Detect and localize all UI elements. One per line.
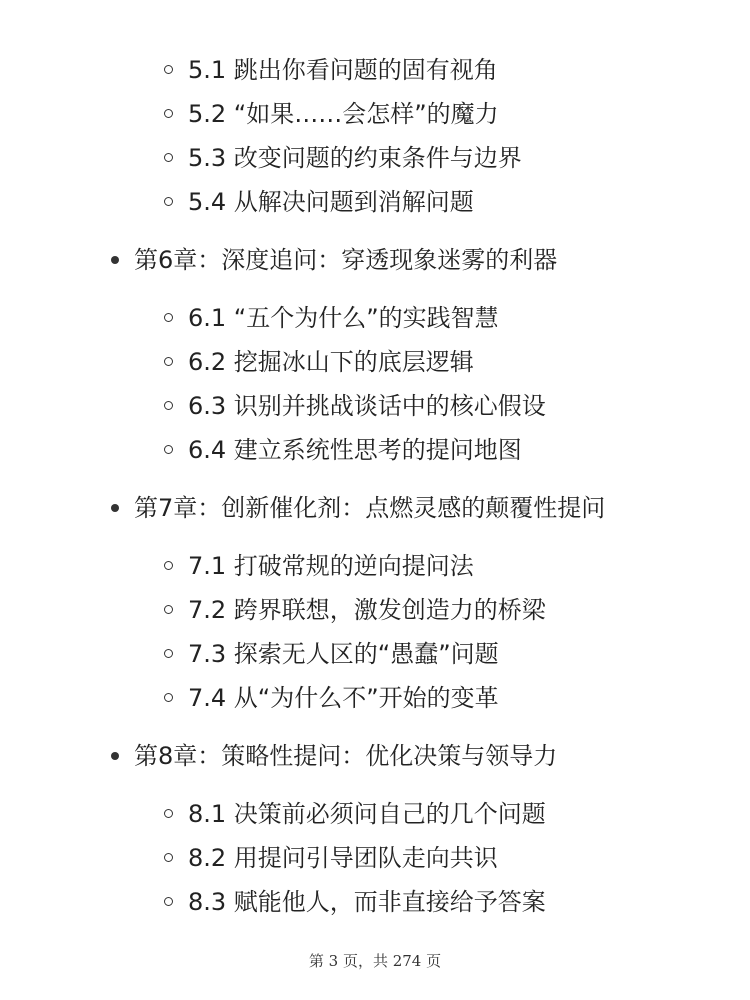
filled-bullet-icon xyxy=(111,256,119,264)
toc-section-label: 7.1 打破常规的逆向提问法 xyxy=(188,552,474,580)
toc-section-7-3 xyxy=(0,632,750,676)
toc-section-6-1 xyxy=(0,296,750,340)
table-of-contents xyxy=(0,48,750,924)
toc-section-label: 7.4 从“为什么不”开始的变革 xyxy=(188,684,499,712)
page-number-footer: 第 3 页，共 274 页 xyxy=(308,952,442,970)
hollow-bullet-icon xyxy=(164,65,173,74)
toc-section-8-3 xyxy=(0,880,750,924)
hollow-bullet-icon xyxy=(164,649,173,658)
toc-section-label: 6.1 “五个为什么”的实践智慧 xyxy=(188,304,499,332)
toc-section-label: 8.2 用提问引导团队走向共识 xyxy=(188,844,498,872)
toc-section-label: 6.4 建立系统性思考的提问地图 xyxy=(188,436,522,464)
hollow-bullet-icon xyxy=(164,605,173,614)
toc-section-7-2 xyxy=(0,588,750,632)
hollow-bullet-icon xyxy=(164,109,173,118)
toc-section-label: 6.2 挖掘冰山下的底层逻辑 xyxy=(188,348,474,376)
hollow-bullet-icon xyxy=(164,897,173,906)
toc-section-label: 5.3 改变问题的约束条件与边界 xyxy=(188,144,522,172)
toc-chapter-label: 第7章：创新催化剂：点燃灵感的颠覆性提问 xyxy=(134,494,606,522)
hollow-bullet-icon xyxy=(164,197,173,206)
toc-section-5-2 xyxy=(0,92,750,136)
toc-section-label: 8.3 赋能他人，而非直接给予答案 xyxy=(188,888,546,916)
hollow-bullet-icon xyxy=(164,561,173,570)
toc-section-label: 6.3 识别并挑战谈话中的核心假设 xyxy=(188,392,546,420)
filled-bullet-icon xyxy=(111,504,119,512)
hollow-bullet-icon xyxy=(164,853,173,862)
toc-section-5-3 xyxy=(0,136,750,180)
hollow-bullet-icon xyxy=(164,313,173,322)
toc-section-label: 8.1 决策前必须问自己的几个问题 xyxy=(188,800,546,828)
filled-bullet-icon xyxy=(111,752,119,760)
toc-section-6-3 xyxy=(0,384,750,428)
toc-chapter-8 xyxy=(0,734,750,778)
toc-section-5-4 xyxy=(0,180,750,224)
toc-section-8-2 xyxy=(0,836,750,880)
toc-chapter-label: 第6章：深度追问：穿透现象迷雾的利器 xyxy=(134,246,558,274)
toc-chapter-label: 第8章：策略性提问：优化决策与领导力 xyxy=(134,742,558,770)
toc-section-8-1 xyxy=(0,792,750,836)
hollow-bullet-icon xyxy=(164,401,173,410)
hollow-bullet-icon xyxy=(164,445,173,454)
hollow-bullet-icon xyxy=(164,809,173,818)
toc-section-label: 5.4 从解决问题到消解问题 xyxy=(188,188,474,216)
hollow-bullet-icon xyxy=(164,153,173,162)
toc-section-label: 5.2 “如果……会怎样”的魔力 xyxy=(188,100,499,128)
hollow-bullet-icon xyxy=(164,693,173,702)
toc-section-6-4 xyxy=(0,428,750,472)
toc-chapter-6 xyxy=(0,238,750,282)
toc-section-label: 7.3 探索无人区的“愚蠢”问题 xyxy=(188,640,499,668)
toc-section-7-4 xyxy=(0,676,750,720)
toc-section-6-2 xyxy=(0,340,750,384)
toc-section-5-1 xyxy=(0,48,750,92)
toc-chapter-7 xyxy=(0,486,750,530)
toc-section-7-1 xyxy=(0,544,750,588)
toc-section-label: 5.1 跳出你看问题的固有视角 xyxy=(188,56,498,84)
hollow-bullet-icon xyxy=(164,357,173,366)
toc-section-label: 7.2 跨界联想，激发创造力的桥梁 xyxy=(188,596,546,624)
